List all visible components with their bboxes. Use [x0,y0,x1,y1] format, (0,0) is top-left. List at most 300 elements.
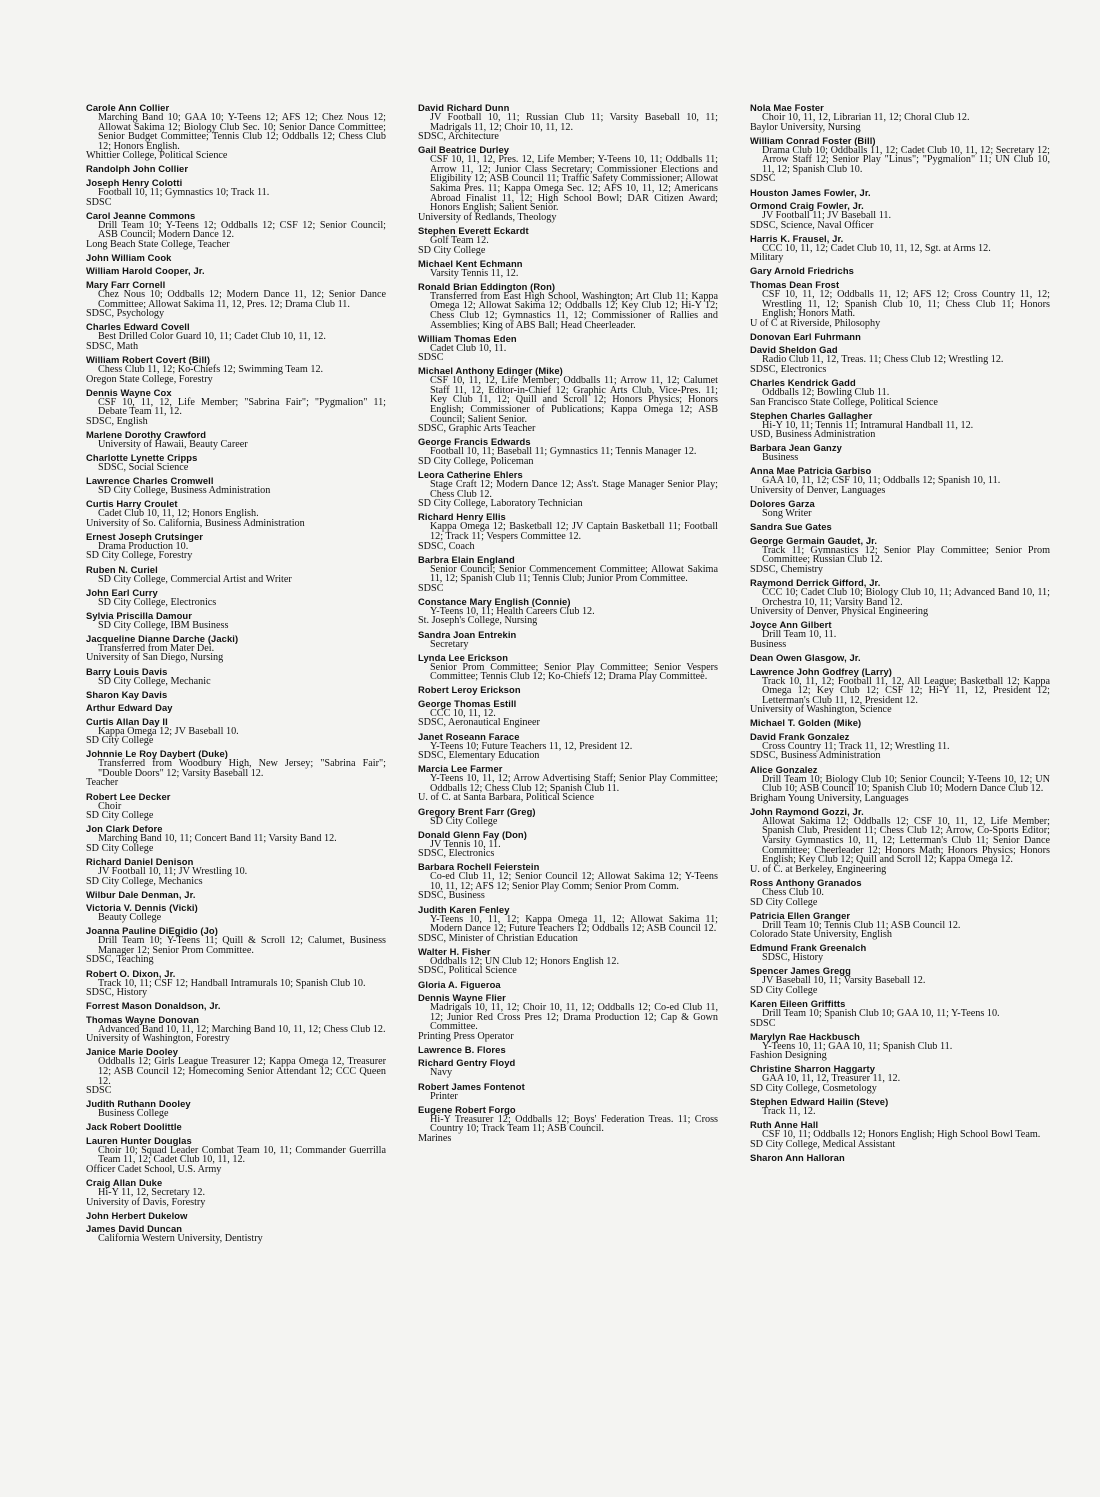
senior-activities: CCC 10, 11, 12. [430,707,496,719]
senior-activities: Choir [98,800,122,812]
senior-future-plans: Teacher [86,777,119,789]
senior-entry [750,345,1050,374]
senior-name: Mary Farr Cornell [86,278,166,290]
senior-future-plans: SD City College, Cosmetology [750,1083,877,1095]
senior-entry [86,792,386,821]
senior-name: Marlene Dorothy Crawford [86,428,207,440]
senior-future-plans: SD City College [86,842,154,854]
senior-future-plans: SD City College, Medical Assistant [750,1138,896,1150]
senior-future-plans: Marines [418,1132,452,1144]
senior-name: Patricia Ellen Granger [750,909,851,921]
senior-name: Johnnie Le Roy Daybert (Duke) [86,748,228,760]
senior-entry [750,578,1050,617]
senior-name: Judith Karen Fenley [418,903,510,915]
senior-future-plans: SDSC, Chemistry [750,563,824,575]
senior-entry [750,332,1050,342]
senior-name: Sandra Sue Gates [750,521,832,533]
senior-entry [750,411,1050,440]
senior-activities: JV Baseball 10, 11; Varsity Baseball 12. [762,975,926,987]
senior-future-plans: Officer Cadet School, U.S. Army [86,1164,222,1176]
senior-name: Craig Allan Duke [86,1177,163,1189]
senior-entry [750,1153,1050,1163]
senior-name: Christine Sharron Haggarty [750,1063,876,1075]
senior-entry [86,1015,386,1044]
senior-activities: GAA 10, 11, 12, Treasurer 11, 12. [762,1073,901,1085]
senior-entry [418,366,718,434]
senior-name: Gregory Brent Farr (Greg) [418,805,536,817]
senior-name: Sharon Kay Davis [86,688,168,700]
senior-activities: Chess Club 11, 12; Ko-Chiefs 12; Swimming Team 12. [98,363,324,375]
senior-future-plans: U. of C. at Berkeley, Engineering [750,863,887,875]
senior-entry [418,980,718,990]
senior-activities: Track 11, 12. [762,1106,816,1118]
senior-activities: Co-ed Club 11, 12; Senior Council 12; Allowat Sakima 12; Y-Teens 10, 11, 12; AFS 12; Senior Play Comm; Senior Prom Comm. [430,871,718,892]
senior-future-plans: Printing Press Operator [418,1030,514,1042]
senior-entry [86,103,386,161]
senior-name: George Francis Edwards [418,436,531,448]
senior-future-plans: University of San Diego, Nursing [86,652,224,664]
senior-activities: California Western University, Dentistry [98,1233,263,1245]
senior-future-plans: SDSC, Coach [418,540,475,552]
senior-activities: SDSC, Social Science [98,461,189,473]
senior-activities: Golf Team 12. [430,234,489,246]
senior-name: John Raymond Gozzi, Jr. [750,805,864,817]
senior-activities: Stage Craft 12; Modern Dance 12; Ass't. Stage Manager Senior Play; Chess Club 12. [430,479,718,500]
senior-future-plans: SDSC, Minister of Christian Education [418,932,578,944]
senior-activities: Y-Teens 10, 11, 12; Arrow Advertising Staff; Senior Play Committee; Oddballs 12; Chess Club 12; Spanish Club 11. [430,773,718,794]
senior-activities: Hi-Y 11, 12, Secretary 12. [98,1187,206,1199]
senior-future-plans: University of Denver, Languages [750,485,886,497]
senior-activities: SD City College, IBM Business [98,619,229,631]
senior-entry [750,878,1050,907]
senior-entry [86,322,386,351]
senior-name: Joseph Henry Colotti [86,176,183,188]
senior-activities: University of Hawaii, Beauty Career [98,438,248,450]
senior-entry [750,201,1050,230]
senior-activities: Drama Club 10; Oddballs 11, 12; Cadet Club 10, 11, 12; Secretary 12; Arrow Staff 12; Senior Play "Linus"; "Pygmalion" 11; UN Club 10, 11, 12; Spanish Club 10. [762,144,1050,175]
senior-entry [418,1058,718,1078]
senior-name: Jack Robert Doolittle [86,1121,182,1133]
senior-future-plans: SDSC, Teaching [86,954,154,966]
senior-activities: Advanced Band 10, 11, 12; Marching Band 10, 11, 12; Chess Club 12. [98,1023,386,1035]
senior-activities: Y-Teens 10, 11; Health Careers Club 12. [430,605,595,617]
senior-activities: Beauty College [98,912,162,924]
senior-entry [750,765,1050,804]
senior-entry [86,430,386,450]
senior-entry [86,266,386,276]
senior-entry [750,466,1050,495]
senior-entry [418,685,718,695]
senior-activities: Chez Nous 10; Oddballs 12; Modern Dance 11, 12; Senior Dance Committee; Allowat Sakima 11, 12, Pres. 12; Drama Club 11. [98,288,386,310]
senior-name: David Frank Gonzalez [750,730,850,742]
senior-name: Alice Gonzalez [750,763,818,775]
senior-name: Victoria V. Dennis (Vicki) [86,902,198,914]
senior-activities: Business College [98,1108,169,1120]
senior-name: Michael Anthony Edinger (Mike) [418,365,563,377]
senior-activities: Transferred from Mater Dei. [98,642,215,654]
senior-activities: SD City College, Business Administration [98,485,271,497]
senior-entry [86,690,386,700]
senior-activities: SD City College, Electronics [98,596,217,608]
senior-activities: JV Football 10, 11; JV Wrestling 10. [98,865,248,877]
senior-name: George Germain Gaudet, Jr. [750,534,878,546]
senior-future-plans: Military [750,252,784,264]
senior-name: Walter H. Fisher [418,945,491,957]
senior-name: Janice Marie Dooley [86,1046,179,1058]
senior-future-plans: SD City College [750,896,818,908]
senior-future-plans: Whittier College, Political Science [86,150,228,162]
senior-name: Gloria A. Figueroa [418,978,501,990]
senior-activities: Transferred from East High School, Washington; Art Club 11; Kappa Omega 12; Allowat Sakima 12; Oddballs 12; Key Club 12; Hi-Y 12; Chess Club 12; Gymnastics 11, 12; Commissioner of Rallies and Assemblies; King of ABS Ball; Head Cheerleader. [430,290,718,331]
senior-activities: Navy [430,1067,453,1079]
senior-future-plans: SDSC [86,1085,112,1097]
senior-name: Dennis Wayne Flier [418,992,506,1004]
senior-name: Randolph John Collier [86,163,189,175]
senior-name: Lynda Lee Erickson [418,651,509,663]
senior-activities: SD City College, Mechanic [98,675,211,687]
senior-entry [750,1120,1050,1149]
senior-name: Barry Louis Davis [86,665,168,677]
senior-activities: Secretary [430,638,469,650]
senior-activities: SDSC, History [762,952,824,964]
senior-activities: SD City College, Commercial Artist and Writer [98,573,292,585]
senior-activities: Hi-Y 10, 11; Tennis 11; Intramural Handball 11, 12. [762,419,974,431]
senior-name: Ross Anthony Granados [750,876,862,888]
senior-activities: Senior Prom Committee; Senior Play Committee; Senior Vespers Committee; Tennis Club 12; Ko-Chiefs 12; Drama Play Committee. [430,661,718,683]
senior-entry [86,253,386,263]
senior-column-2 [418,103,718,1147]
senior-entry [418,512,718,551]
senior-name: Charles Kendrick Gadd [750,377,856,388]
senior-name: Marcia Lee Farmer [418,763,503,775]
senior-future-plans: SD City College, Laboratory Technician [418,498,583,510]
senior-name: Dean Owen Glasgow, Jr. [750,652,861,663]
senior-name: Gail Beatrice Durley [418,144,510,156]
senior-name: Carol Jeanne Commons [86,209,196,221]
senior-entry [418,764,718,803]
senior-entry [418,993,718,1041]
senior-entry [750,136,1050,184]
senior-future-plans: SD City College, Forestry [86,550,193,562]
senior-name: Curtis Allan Day II [86,715,168,727]
senior-name: Ronald Brian Eddington (Ron) [418,280,556,292]
senior-future-plans: University of Redlands, Theology [418,211,557,223]
senior-entry [750,536,1050,575]
senior-entry [86,476,386,496]
senior-name: Sharon Ann Halloran [750,1151,845,1163]
senior-name: David Richard Dunn [418,102,510,113]
senior-activities: Madrigals 10, 11, 12; Choir 10, 11, 12; Oddballs 12; Co-ed Club 11, 12; Junior Red Cross Pres 12; Drama Production 12; Cap & Gown Committee. [430,1002,718,1033]
senior-activities: Y-Teens 10; Future Teachers 11, 12, President 12. [430,740,633,752]
senior-name: Spencer James Gregg [750,965,851,977]
senior-entry [418,653,718,682]
senior-future-plans: SDSC, Science, Naval Officer [750,219,874,231]
senior-name: William Conrad Foster (Bill) [750,134,876,146]
senior-entry [418,145,718,222]
senior-entry [86,588,386,608]
senior-activities: CSF 10, 11, 12; Oddballs 11, 12; AFS 12; Cross Country 11, 12; Wrestling 11, 12; Spanish Club 10, 11; Chess Club 11; Honors English; Honors Math. [762,288,1050,320]
senior-entry [750,522,1050,532]
senior-entry [86,532,386,561]
senior-entry [86,903,386,923]
senior-activities: Drill Team 10; Spanish Club 10; GAA 10, 11; Y-Teens 10. [762,1008,1000,1020]
senior-entry [418,226,718,255]
senior-future-plans: SDSC, Architecture [418,131,499,143]
senior-name: Dennis Wayne Cox [86,386,172,398]
senior-name: Richard Henry Ellis [418,511,506,523]
senior-entry [86,717,386,746]
senior-name: Robert Leroy Erickson [418,684,521,696]
senior-activities: Allowat Sakima 12; Oddballs 12; CSF 10, 11, 12, Life Member; Spanish Club, President 11; Chess Club 12; Arrow, Co-Sports Editor; Varsity Gymnastics 10, 11, 12; Letterman's Club 11; Senior Dance Committee; Cheerleader 12; Honors Math; Honors Physics; Honors English; Key Club 12; Quill and Scroll 12; Kappa Omega 12. [762,815,1050,866]
senior-name: Robert Lee Decker [86,790,171,802]
senior-name: Carole Ann Collier [86,102,170,113]
senior-entry [86,667,386,687]
senior-activities: JV Football 10, 11; Russian Club 11; Varsity Baseball 10, 11; Madrigals 11, 12; Choir 10, 11, 12. [430,112,718,133]
senior-future-plans: University of Washington, Science [750,704,892,716]
senior-activities: Oddballs 12; Bowling Club 11. [762,387,890,398]
senior-entry [750,266,1050,276]
senior-entry [86,611,386,631]
senior-activities: Varsity Tennis 11, 12. [430,267,519,279]
senior-activities: Y-Teens 10, 11; GAA 10, 11; Spanish Club 11. [762,1040,953,1052]
senior-future-plans: U of C at Riverside, Philosophy [750,317,881,329]
senior-entry [418,830,718,859]
senior-name: Charles Edward Covell [86,321,190,333]
senior-activities: CSF 10, 11, 12, Pres. 12, Life Member; Y-Teens 10, 11; Oddballs 11; Arrow 11, 12; Junior Class Secretary; Commissioner Elections and Eligibility 12; ASB Council 11; Traffic Safety Commissioner; Allowat Sakima Pres. 11; Kappa Omega Sec. 12; AFS 10, 11, 12; Americans Abroad Finalist 11, 12; High School Bowl; DAR Citizen Award; Honors English; Salient Senior. [430,154,718,214]
senior-name: Lauren Hunter Douglas [86,1134,192,1146]
senior-entry [86,1224,386,1244]
senior-name: Forrest Mason Donaldson, Jr. [86,1000,221,1012]
senior-entry [418,437,718,466]
senior-activities: Chess Club 10. [762,886,824,898]
senior-name: Houston James Fowler, Jr. [750,186,871,198]
senior-activities: Drill Team 10; Biology Club 10; Senior Council; Y-Teens 10, 12; UN Club 10; ASB Council 10; Spanish Club 10; Modern Dance Club 12. [762,773,1050,795]
senior-entry [86,164,386,174]
senior-future-plans: SDSC [750,1017,776,1029]
senior-future-plans: St. Joseph's College, Nursing [418,615,538,627]
senior-activities: Transferred from Woodbury High, New Jersey; "Sabrina Fair"; "Double Doors" 12; Varsity Baseball 12. [98,758,386,779]
senior-name: William Robert Covert (Bill) [86,353,211,365]
senior-entry [750,718,1050,728]
senior-activities: JV Tennis 10, 11. [430,838,501,850]
senior-name: Michael T. Golden (Mike) [750,717,862,729]
senior-name: Thomas Dean Frost [750,278,840,290]
senior-name: Janet Roseann Farace [418,730,520,742]
senior-name: Jon Clark Defore [86,823,163,835]
senior-future-plans: University of So. California, Business Administration [86,517,305,529]
senior-activities: Drill Team 10; Y-Teens 12; Oddballs 12; CSF 12; Senior Council; ASB Council; Modern Dance 12. [98,219,386,241]
senior-name: George Thomas Estill [418,697,517,709]
senior-name: Ruben N. Curiel [86,563,158,575]
senior-future-plans: SDSC, Graphic Arts Teacher [418,423,536,435]
senior-name: Stephen Edward Hailin (Steve) [750,1096,889,1108]
senior-entry [750,911,1050,940]
senior-name: Gary Arnold Friedrichs [750,265,854,277]
senior-entry [86,1136,386,1175]
senior-activities: Kappa Omega 12; JV Baseball 10. [98,725,239,737]
senior-entry [750,234,1050,263]
senior-future-plans: University of Denver, Physical Engineering [750,606,929,618]
senior-entry [750,280,1050,328]
senior-name: James David Duncan [86,1223,183,1235]
senior-activities: Track 10, 11; CSF 12; Handball Intramurals 10; Spanish Club 10. [98,977,366,989]
senior-entry [418,699,718,728]
senior-activities: Drill Team 10; Y-Teens 11; Quill & Scroll 12; Calumet, Business Manager 12; Senior Prom Committee. [98,935,386,956]
senior-entry [86,857,386,886]
senior-entry [750,443,1050,463]
senior-name: Joyce Ann Gilbert [750,619,832,631]
senior-column-1 [86,103,386,1247]
senior-name: John Herbert Dukelow [86,1209,188,1221]
senior-entry [750,732,1050,761]
senior-activities: Marching Band 10; GAA 10; Y-Teens 12; AFS 12; Chez Nous 12; Allowat Sakima 12; Biology Club Sec. 10; Senior Dance Committee; Senior Budget Committee; Tennis Club 12; Oddballs 12; Chess Club 12; Honors English. [98,112,386,152]
senior-name: Stephen Charles Gallagher [750,409,873,421]
senior-entry [86,824,386,853]
senior-entry [418,259,718,279]
senior-entry [86,969,386,998]
senior-name: Jacqueline Dianne Darche (Jacki) [86,632,239,644]
senior-name: Harris K. Frausel, Jr. [750,232,844,244]
senior-entry [86,749,386,788]
senior-name: Judith Ruthann Dooley [86,1098,191,1110]
senior-entry [750,966,1050,995]
senior-name: Thomas Wayne Donovan [86,1013,200,1025]
senior-entry [86,453,386,473]
senior-activities: JV Football 11; JV Baseball 11. [762,210,892,222]
senior-name: Lawrence Charles Cromwell [86,475,214,487]
senior-future-plans: SDSC, Aeronautical Engineer [418,717,540,729]
senior-name: Michael Kent Echmann [418,257,523,269]
senior-entry [750,378,1050,407]
senior-future-plans: Business [750,638,787,650]
senior-name: Barbara Rochell Feierstein [418,861,540,873]
senior-future-plans: SD City College, Policeman [418,455,534,467]
senior-entry [750,999,1050,1028]
senior-future-plans: University of Davis, Forestry [86,1196,206,1208]
senior-future-plans: Long Beach State College, Teacher [86,238,230,250]
senior-future-plans: SDSC, Math [86,340,139,352]
senior-entry [418,807,718,827]
senior-future-plans: SDSC, Political Science [418,965,517,977]
senior-entry [86,499,386,528]
senior-name: Dolores Garza [750,498,815,510]
senior-name: Charlotte Lynette Cripps [86,451,198,463]
senior-entry [86,565,386,585]
senior-entry [750,943,1050,963]
senior-name: Raymond Derrick Gifford, Jr. [750,577,881,589]
senior-name: Nola Mae Foster [750,102,824,113]
senior-entry [418,334,718,363]
senior-future-plans: Fashion Designing [750,1050,827,1062]
senior-entry [86,890,386,900]
senior-entry [86,280,386,319]
senior-entry [750,667,1050,715]
senior-name: Robert O. Dixon, Jr. [86,967,176,979]
senior-future-plans: Baylor University, Nursing [750,121,861,133]
senior-entry [750,807,1050,875]
senior-entry [418,1082,718,1102]
senior-activities: GAA 10, 11, 12; CSF 10, 11; Oddballs 12; Spanish 10, 11. [762,475,1001,487]
senior-activities: Song Writer [762,508,812,520]
senior-name: John Earl Curry [86,586,158,598]
senior-entry [750,1097,1050,1117]
senior-entry [86,355,386,384]
senior-activities: Senior Council; Senior Commencement Committee; Allowat Sakima 11, 12; Spanish Club 11; Tennis Club; Junior Prom Committee. [430,563,718,585]
senior-entry [750,188,1050,198]
senior-future-plans: SDSC, English [86,415,148,427]
senior-activities: Football 10, 11; Baseball 11; Gymnastics 11; Tennis Manager 12. [430,446,697,458]
senior-name: Richard Daniel Denison [86,855,194,867]
senior-entry [86,1122,386,1132]
senior-entry [86,926,386,965]
senior-activities: CCC 10, 11, 12; Cadet Club 10, 11, 12, Sgt. at Arms 12. [762,242,991,254]
senior-entry [86,178,386,207]
senior-name: Donovan Earl Fuhrmann [750,330,861,342]
senior-name: Richard Gentry Floyd [418,1057,516,1069]
senior-name: Sandra Joan Entrekin [418,628,517,640]
senior-name: Ernest Joseph Crutsinger [86,530,204,542]
senior-entry [418,862,718,901]
senior-name: David Sheldon Gad [750,344,838,356]
senior-future-plans: SDSC [750,173,776,185]
senior-activities: Kappa Omega 12; Basketball 12; JV Captain Basketball 11; Football 12; Track 11; Vespers Committee 12. [430,521,718,542]
senior-name: William Thomas Eden [418,332,517,344]
senior-entry [750,1032,1050,1061]
senior-entry [750,103,1050,132]
senior-name: Karen Eileen Griffitts [750,998,846,1010]
senior-activities: Marching Band 10, 11; Concert Band 11; Varsity Band 12. [98,833,337,845]
senior-name: Constance Mary English (Connie) [418,595,571,607]
senior-activities: Track 11; Gymnastics 12; Senior Play Committee; Senior Prom Committee; Russian Club 12. [762,544,1050,566]
senior-future-plans: SDSC, Psychology [86,308,165,320]
senior-entry [86,1099,386,1119]
senior-future-plans: Brigham Young University, Languages [750,792,909,804]
senior-entry [750,1064,1050,1093]
senior-entry [418,555,718,594]
senior-name: Lawrence B. Flores [418,1043,506,1055]
senior-entry [418,1045,718,1055]
senior-entry [418,282,718,330]
senior-name: Marylyn Rae Hackbusch [750,1030,860,1042]
senior-name: Eugene Robert Forgo [418,1103,516,1115]
senior-future-plans: SDSC [418,352,444,364]
senior-name: Lawrence John Godfrey (Larry) [750,665,892,677]
senior-entry [86,388,386,427]
senior-name: John William Cook [86,251,172,263]
senior-name: Anna Mae Patricia Garbiso [750,465,872,477]
senior-activities: Business [762,452,799,464]
senior-activities: Best Drilled Color Guard 10, 11; Cadet Club 10, 11, 12. [98,331,326,343]
senior-future-plans: SDSC [86,196,112,208]
senior-entry [418,1105,718,1144]
senior-future-plans: SD City College [418,244,486,256]
senior-entry [418,905,718,944]
senior-name: Stephen Everett Eckardt [418,224,529,236]
senior-entry [418,103,718,142]
senior-activities: Hi-Y Treasurer 12; Oddballs 12; Boys' Federation Treas. 11; Cross Country 10; Track Team 11; ASB Council. [430,1113,718,1135]
senior-entry [86,211,386,250]
senior-future-plans: San Francisco State College, Political Science [750,396,938,408]
senior-name: Arthur Edward Day [86,702,173,714]
senior-entry [86,1178,386,1207]
senior-entry [418,630,718,650]
senior-entry [418,470,718,509]
senior-future-plans: SD City College [86,735,154,747]
senior-future-plans: USD, Business Administration [750,429,876,441]
senior-name: Curtis Harry Croulet [86,498,178,510]
senior-activities: Choir 10, 11, 12, Librarian 11, 12; Choral Club 12. [762,112,970,123]
senior-name: Edmund Frank Greenalch [750,942,867,954]
